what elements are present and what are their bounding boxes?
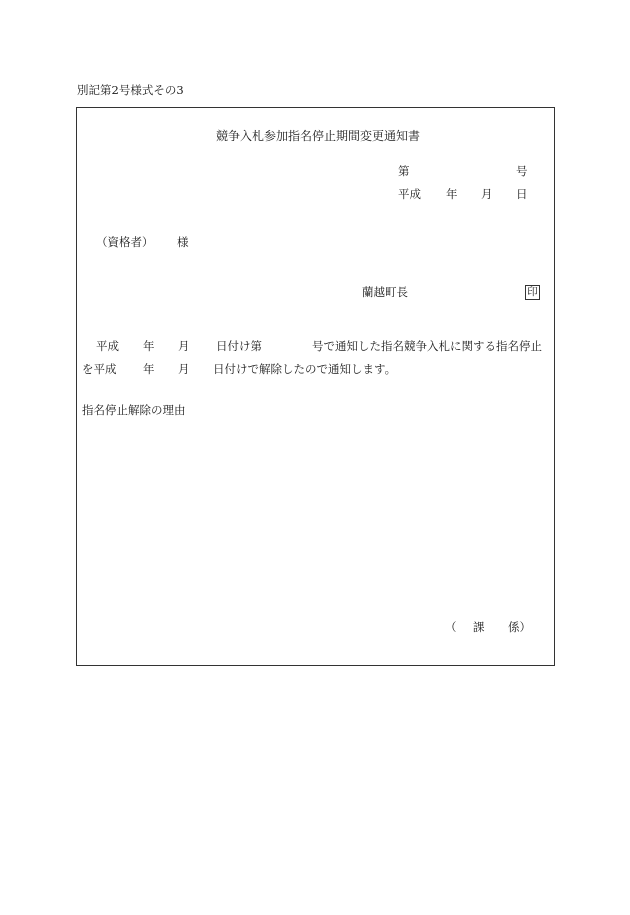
date-era: 平成 [398, 187, 421, 201]
body-line2-lead: を平成 [82, 362, 117, 376]
recipient-label: （資格者） [96, 235, 154, 249]
reason-label: 指名停止解除の理由 [82, 403, 186, 417]
body-line1-era: 平成 [96, 339, 119, 353]
contact-section: 係） [508, 620, 531, 634]
seal-stamp: 印 [525, 285, 540, 300]
date-month-unit: 月 [481, 187, 493, 201]
number-suffix: 号 [516, 164, 528, 178]
date-year-unit: 年 [446, 187, 458, 201]
body-line2-month-unit: 月 [178, 362, 190, 376]
form-number-label: 別記第2号様式その3 [77, 83, 184, 97]
contact-open-paren: （ [445, 620, 457, 634]
body-line1-year-unit: 年 [143, 339, 155, 353]
body-line1-date-ref: 日付け第 [216, 339, 262, 353]
body-line1-month-unit: 月 [178, 339, 190, 353]
body-line2-text: 日付けで解除したので通知します。 [213, 362, 397, 376]
sender-name: 蘭越町長 [362, 285, 408, 299]
body-line1-text: 号で通知した指名競争入札に関する指名停止 [312, 339, 542, 353]
recipient-honorific: 様 [177, 235, 189, 249]
document-title: 競争入札参加指名停止期間変更通知書 [216, 129, 421, 143]
contact-division: 課 [473, 620, 485, 634]
date-day-unit: 日 [516, 187, 528, 201]
number-prefix: 第 [398, 164, 410, 178]
body-line2-year-unit: 年 [143, 362, 155, 376]
seal-mark [525, 285, 540, 300]
